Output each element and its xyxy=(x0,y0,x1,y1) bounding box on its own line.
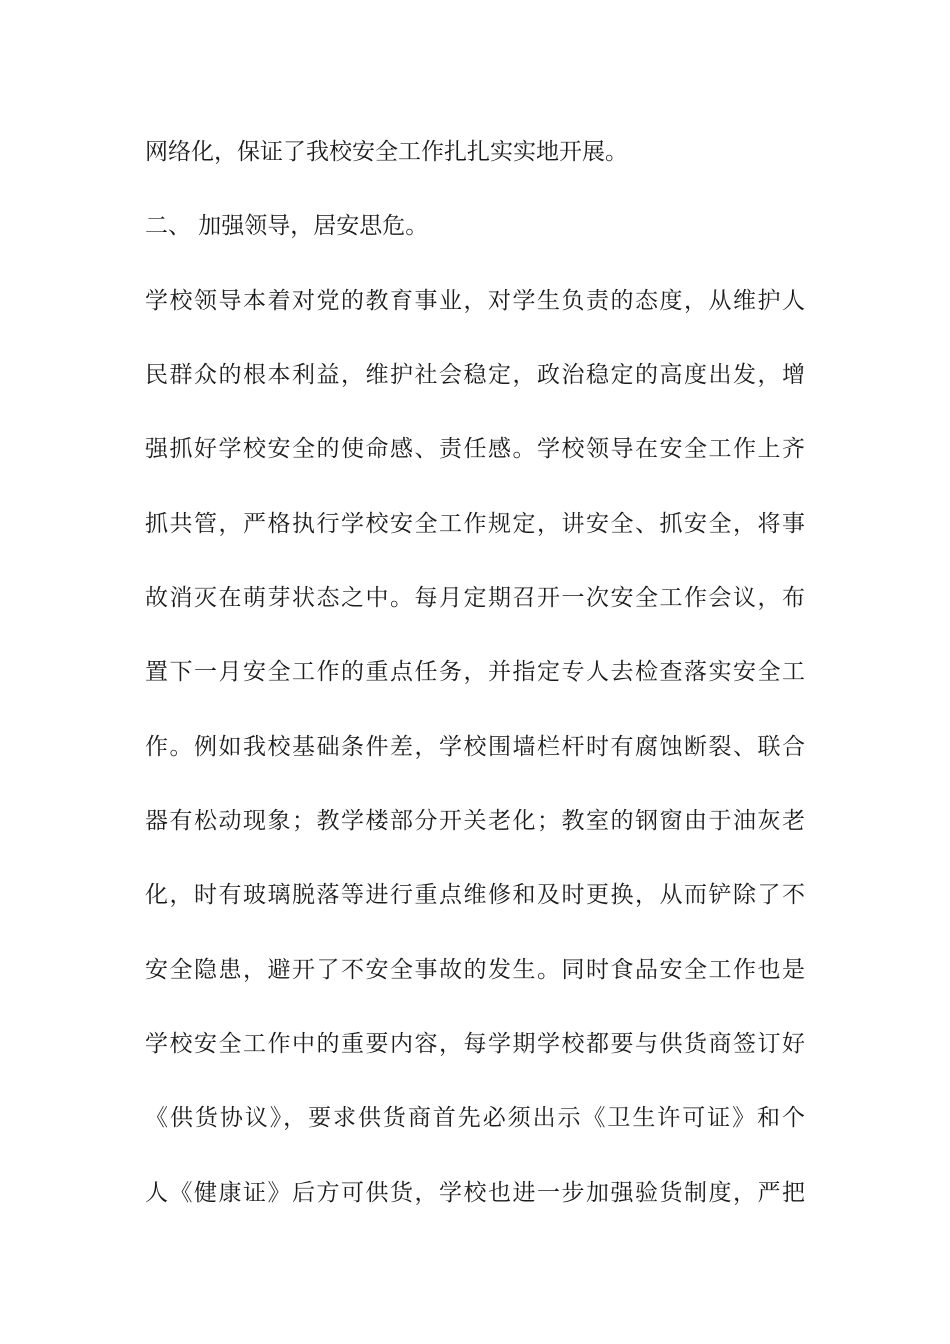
text-line: 安全隐患，避开了不安全事故的发生。同时食品安全工作也是 xyxy=(145,957,805,983)
text-line: 置下一月安全工作的重点任务，并指定专人去检查落实安全工 xyxy=(145,659,805,685)
text-line: 故消灭在萌芽状态之中。每月定期召开一次安全工作会议，布 xyxy=(145,585,805,611)
text-line: 器有松动现象；教学楼部分开关老化；教室的钢窗由于油灰老 xyxy=(145,808,805,834)
text-line: 作。例如我校基础条件差，学校围墙栏杆时有腐蚀断裂、联合 xyxy=(145,734,805,760)
text-line: 学校领导本着对党的教育事业，对学生负责的态度，从维护人 xyxy=(145,288,805,314)
section-heading: 二、 加强领导，居安思危。 xyxy=(145,213,429,239)
text-line: 人《健康证》后方可供货，学校也进一步加强验货制度，严把 xyxy=(145,1180,805,1206)
text-line: 化，时有玻璃脱落等进行重点维修和及时更换，从而铲除了不 xyxy=(145,882,805,908)
text-line: 《供货协议》，要求供货商首先必须出示《卫生许可证》和个 xyxy=(145,1105,805,1131)
text-line: 抓共管，严格执行学校安全工作规定，讲安全、抓安全，将事 xyxy=(145,511,805,537)
text-line: 网络化，保证了我校安全工作扎扎实实地开展。 xyxy=(145,139,628,165)
text-line: 强抓好学校安全的使命感、责任感。学校领导在安全工作上齐 xyxy=(145,436,805,462)
text-line: 学校安全工作中的重要内容，每学期学校都要与供货商签订好 xyxy=(145,1031,805,1057)
text-line: 民群众的根本利益，维护社会稳定，政治稳定的高度出发，增 xyxy=(145,362,805,388)
